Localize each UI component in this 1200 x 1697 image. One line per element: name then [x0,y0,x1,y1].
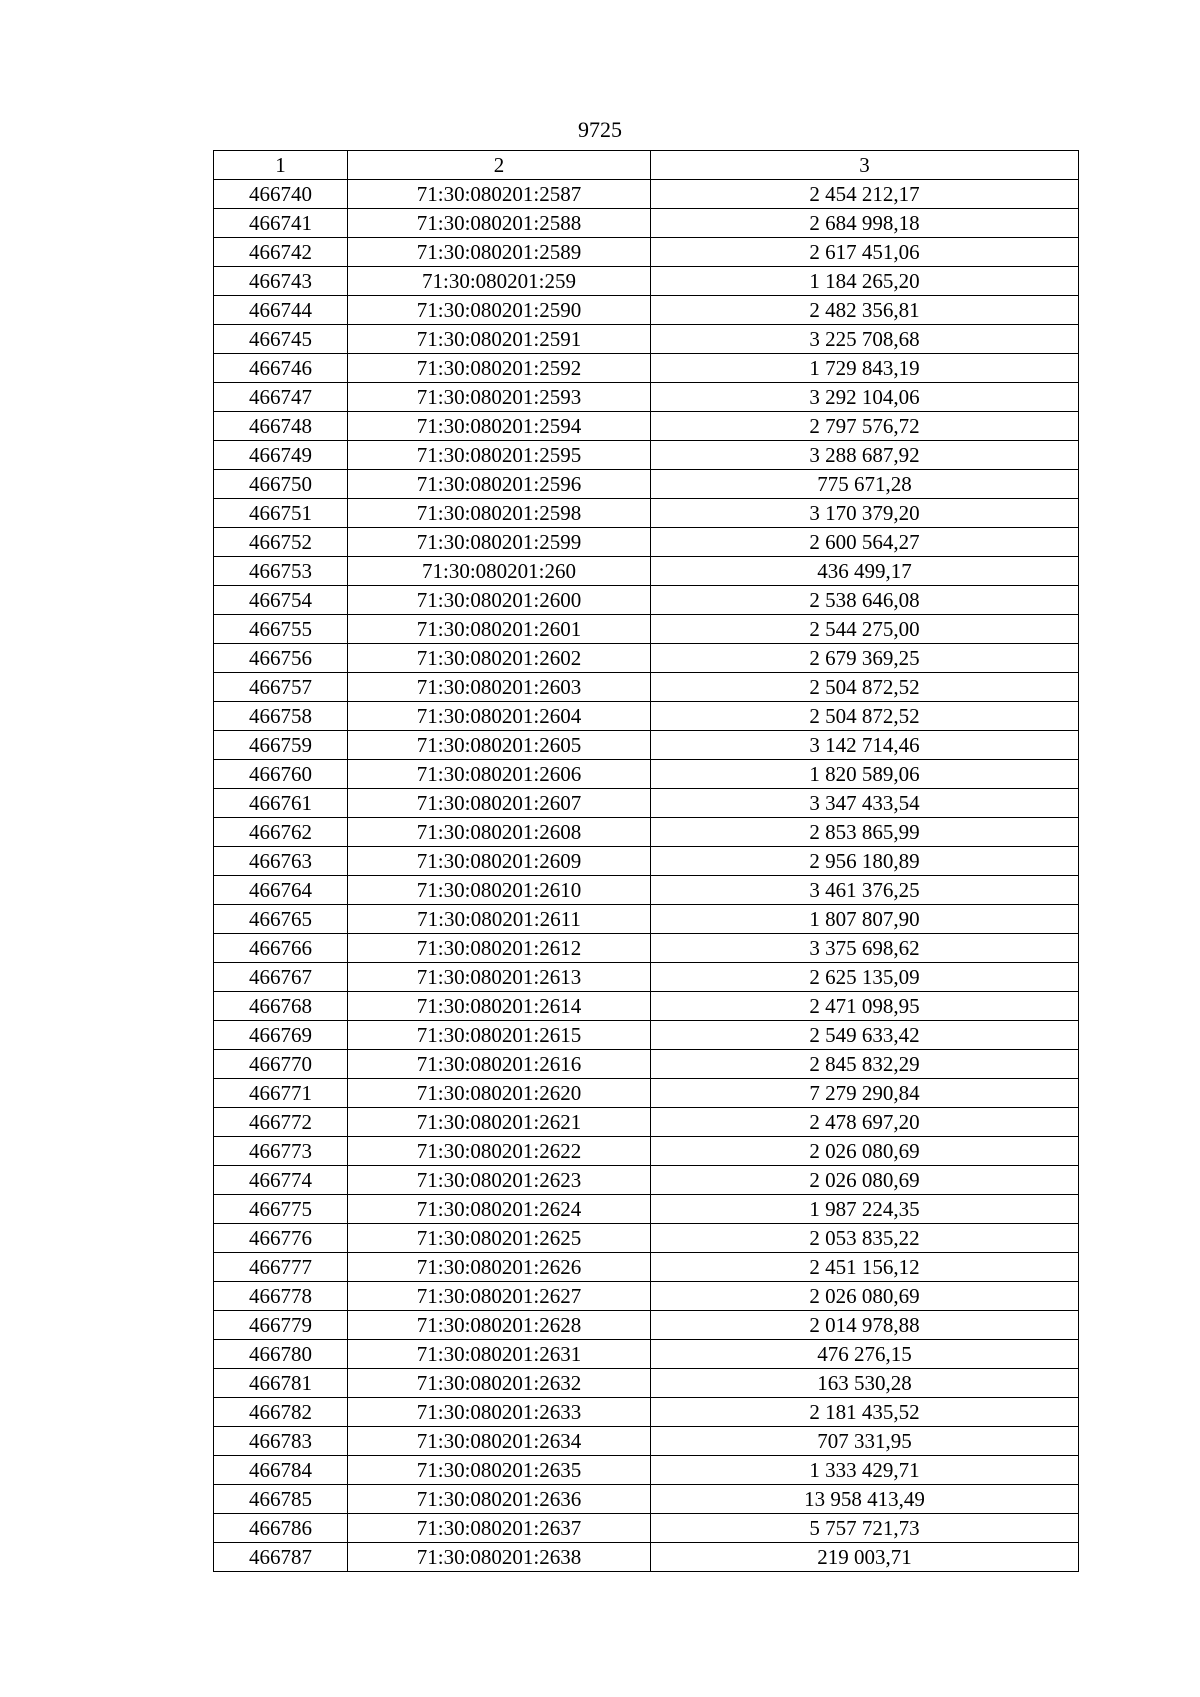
table-row [214,412,1079,441]
row-number-cell: 466741 [214,209,348,238]
table-row [214,1282,1079,1311]
header-cell-2: 2 [348,151,651,180]
table-row [214,1108,1079,1137]
row-number-cell: 466765 [214,905,348,934]
cadastral-number-cell: 71:30:080201:2599 [348,528,651,557]
row-number-cell: 466770 [214,1050,348,1079]
row-number-cell: 466769 [214,1021,348,1050]
cadastral-number-cell: 71:30:080201:2620 [348,1079,651,1108]
row-number-cell: 466745 [214,325,348,354]
value-cell: 2 482 356,81 [651,296,1079,325]
row-number-cell: 466786 [214,1514,348,1543]
value-cell: 775 671,28 [651,470,1079,499]
row-number-cell: 466762 [214,818,348,847]
row-number-cell: 466757 [214,673,348,702]
value-cell: 2 538 646,08 [651,586,1079,615]
cadastral-number-cell: 71:30:080201:2609 [348,847,651,876]
value-cell: 1 820 589,06 [651,760,1079,789]
value-cell: 2 956 180,89 [651,847,1079,876]
row-number-cell: 466768 [214,992,348,1021]
cadastral-number-cell: 71:30:080201:2621 [348,1108,651,1137]
row-number-cell: 466749 [214,441,348,470]
table-row [214,296,1079,325]
cadastral-number-cell: 71:30:080201:2631 [348,1340,651,1369]
row-number-cell: 466785 [214,1485,348,1514]
cadastral-number-cell: 71:30:080201:2600 [348,586,651,615]
value-cell: 2 026 080,69 [651,1137,1079,1166]
row-number-cell: 466763 [214,847,348,876]
value-cell: 2 026 080,69 [651,1166,1079,1195]
row-number-cell: 466773 [214,1137,348,1166]
row-number-cell: 466756 [214,644,348,673]
value-cell: 2 797 576,72 [651,412,1079,441]
table-row [214,615,1079,644]
cadastral-number-cell: 71:30:080201:2606 [348,760,651,789]
cadastral-number-cell: 71:30:080201:2611 [348,905,651,934]
value-cell: 2 544 275,00 [651,615,1079,644]
row-number-cell: 466783 [214,1427,348,1456]
cadastral-number-cell: 71:30:080201:2595 [348,441,651,470]
cadastral-number-cell: 71:30:080201:2593 [348,383,651,412]
table-row [214,1137,1079,1166]
table-row [214,702,1079,731]
cadastral-number-cell: 71:30:080201:2590 [348,296,651,325]
row-number-cell: 466744 [214,296,348,325]
value-cell: 219 003,71 [651,1543,1079,1572]
row-number-cell: 466748 [214,412,348,441]
cadastral-number-cell: 71:30:080201:2633 [348,1398,651,1427]
cadastral-number-cell: 71:30:080201:2638 [348,1543,651,1572]
value-cell: 1 184 265,20 [651,267,1079,296]
cadastral-number-cell: 71:30:080201:2603 [348,673,651,702]
row-number-cell: 466743 [214,267,348,296]
value-cell: 2 471 098,95 [651,992,1079,1021]
cadastral-number-cell: 71:30:080201:2636 [348,1485,651,1514]
row-number-cell: 466779 [214,1311,348,1340]
table-row [214,644,1079,673]
table-row [214,673,1079,702]
table-row [214,1485,1079,1514]
row-number-cell: 466781 [214,1369,348,1398]
row-number-cell: 466775 [214,1195,348,1224]
row-number-cell: 466784 [214,1456,348,1485]
cadastral-number-cell: 71:30:080201:2587 [348,180,651,209]
cadastral-number-cell: 71:30:080201:2616 [348,1050,651,1079]
row-number-cell: 466777 [214,1253,348,1282]
table-row [214,1050,1079,1079]
table-row [214,963,1079,992]
cadastral-number-cell: 71:30:080201:2627 [348,1282,651,1311]
cadastral-number-cell: 71:30:080201:2605 [348,731,651,760]
cadastral-number-cell: 71:30:080201:2604 [348,702,651,731]
cadastral-number-cell: 71:30:080201:2610 [348,876,651,905]
table-row [214,383,1079,412]
cadastral-number-cell: 71:30:080201:2626 [348,1253,651,1282]
table-row [214,1311,1079,1340]
value-cell: 5 757 721,73 [651,1514,1079,1543]
value-cell: 2 504 872,52 [651,702,1079,731]
cadastral-number-cell: 71:30:080201:2637 [348,1514,651,1543]
row-number-cell: 466761 [214,789,348,818]
value-cell: 163 530,28 [651,1369,1079,1398]
value-cell: 2 181 435,52 [651,1398,1079,1427]
table-row [214,325,1079,354]
table-row [214,760,1079,789]
table-row [214,1021,1079,1050]
value-cell: 3 170 379,20 [651,499,1079,528]
value-cell: 707 331,95 [651,1427,1079,1456]
row-number-cell: 466767 [214,963,348,992]
value-cell: 2 053 835,22 [651,1224,1079,1253]
table-row [214,1369,1079,1398]
value-cell: 2 549 633,42 [651,1021,1079,1050]
cadastral-number-cell: 71:30:080201:2614 [348,992,651,1021]
row-number-cell: 466746 [214,354,348,383]
value-cell: 476 276,15 [651,1340,1079,1369]
table-row [214,180,1079,209]
value-cell: 2 600 564,27 [651,528,1079,557]
table-row [214,1514,1079,1543]
header-cell-1: 1 [214,151,348,180]
cadastral-number-cell: 71:30:080201:2634 [348,1427,651,1456]
row-number-cell: 466782 [214,1398,348,1427]
value-cell: 3 225 708,68 [651,325,1079,354]
value-cell: 1 807 807,90 [651,905,1079,934]
value-cell: 2 451 156,12 [651,1253,1079,1282]
table-row [214,789,1079,818]
row-number-cell: 466787 [214,1543,348,1572]
cadastral-number-cell: 71:30:080201:2598 [348,499,651,528]
cadastral-number-cell: 71:30:080201:2588 [348,209,651,238]
value-cell: 3 347 433,54 [651,789,1079,818]
row-number-cell: 466742 [214,238,348,267]
value-cell: 3 375 698,62 [651,934,1079,963]
row-number-cell: 466764 [214,876,348,905]
cadastral-number-cell: 71:30:080201:2607 [348,789,651,818]
table-body [214,180,1079,1572]
table-row [214,1079,1079,1108]
value-cell: 2 853 865,99 [651,818,1079,847]
table-row [214,1398,1079,1427]
header-row [214,151,1079,180]
value-cell: 3 292 104,06 [651,383,1079,412]
value-cell: 1 987 224,35 [651,1195,1079,1224]
value-cell: 2 014 978,88 [651,1311,1079,1340]
row-number-cell: 466753 [214,557,348,586]
cadastral-number-cell: 71:30:080201:2624 [348,1195,651,1224]
cadastral-number-cell: 71:30:080201:2622 [348,1137,651,1166]
value-cell: 1 333 429,71 [651,1456,1079,1485]
row-number-cell: 466780 [214,1340,348,1369]
value-cell: 436 499,17 [651,557,1079,586]
cadastral-number-cell: 71:30:080201:259 [348,267,651,296]
table-row [214,876,1079,905]
row-number-cell: 466778 [214,1282,348,1311]
table-row [214,557,1079,586]
table-row [214,209,1079,238]
table-row [214,1543,1079,1572]
table-header [214,151,1079,180]
cadastral-number-cell: 71:30:080201:2632 [348,1369,651,1398]
table-row [214,1166,1079,1195]
cadastral-number-cell: 71:30:080201:2615 [348,1021,651,1050]
value-cell: 3 142 714,46 [651,731,1079,760]
row-number-cell: 466759 [214,731,348,760]
value-cell: 2 478 697,20 [651,1108,1079,1137]
table-row [214,992,1079,1021]
value-cell: 3 288 687,92 [651,441,1079,470]
table-row [214,267,1079,296]
cadastral-number-cell: 71:30:080201:2608 [348,818,651,847]
row-number-cell: 466766 [214,934,348,963]
row-number-cell: 466740 [214,180,348,209]
value-cell: 7 279 290,84 [651,1079,1079,1108]
value-cell: 1 729 843,19 [651,354,1079,383]
row-number-cell: 466750 [214,470,348,499]
header-cell-3: 3 [651,151,1079,180]
cadastral-number-cell: 71:30:080201:2602 [348,644,651,673]
value-cell: 13 958 413,49 [651,1485,1079,1514]
row-number-cell: 466758 [214,702,348,731]
row-number-cell: 466747 [214,383,348,412]
cadastral-number-cell: 71:30:080201:2613 [348,963,651,992]
value-cell: 2 679 369,25 [651,644,1079,673]
cadastral-number-cell: 71:30:080201:2591 [348,325,651,354]
table-row [214,818,1079,847]
cadastral-number-cell: 71:30:080201:2625 [348,1224,651,1253]
cadastral-number-cell: 71:30:080201:2612 [348,934,651,963]
table-row [214,499,1079,528]
table-row [214,1340,1079,1369]
value-cell: 2 617 451,06 [651,238,1079,267]
cadastral-number-cell: 71:30:080201:2601 [348,615,651,644]
value-cell: 2 625 135,09 [651,963,1079,992]
row-number-cell: 466752 [214,528,348,557]
table-row [214,1253,1079,1282]
table-row [214,586,1079,615]
table-row [214,470,1079,499]
table-row [214,1224,1079,1253]
value-cell: 2 454 212,17 [651,180,1079,209]
cadastral-number-cell: 71:30:080201:2594 [348,412,651,441]
row-number-cell: 466774 [214,1166,348,1195]
row-number-cell: 466772 [214,1108,348,1137]
row-number-cell: 466771 [214,1079,348,1108]
table-row [214,1427,1079,1456]
page-number: 9725 [578,117,622,142]
value-cell: 2 026 080,69 [651,1282,1079,1311]
table-row [214,731,1079,760]
value-cell: 2 845 832,29 [651,1050,1079,1079]
table-row [214,441,1079,470]
cadastral-number-cell: 71:30:080201:2589 [348,238,651,267]
cadastral-number-cell: 71:30:080201:2623 [348,1166,651,1195]
table-row [214,934,1079,963]
cadastral-number-cell: 71:30:080201:2596 [348,470,651,499]
row-number-cell: 466754 [214,586,348,615]
value-cell: 3 461 376,25 [651,876,1079,905]
table-row [214,1195,1079,1224]
value-cell: 2 504 872,52 [651,673,1079,702]
row-number-cell: 466776 [214,1224,348,1253]
data-table [213,150,1079,1572]
row-number-cell: 466755 [214,615,348,644]
cadastral-number-cell: 71:30:080201:2592 [348,354,651,383]
table-row [214,847,1079,876]
table-row [214,528,1079,557]
table-row [214,354,1079,383]
cadastral-number-cell: 71:30:080201:260 [348,557,651,586]
value-cell: 2 684 998,18 [651,209,1079,238]
table-row [214,1456,1079,1485]
cadastral-number-cell: 71:30:080201:2628 [348,1311,651,1340]
row-number-cell: 466760 [214,760,348,789]
table-row [214,238,1079,267]
row-number-cell: 466751 [214,499,348,528]
cadastral-number-cell: 71:30:080201:2635 [348,1456,651,1485]
table-row [214,905,1079,934]
